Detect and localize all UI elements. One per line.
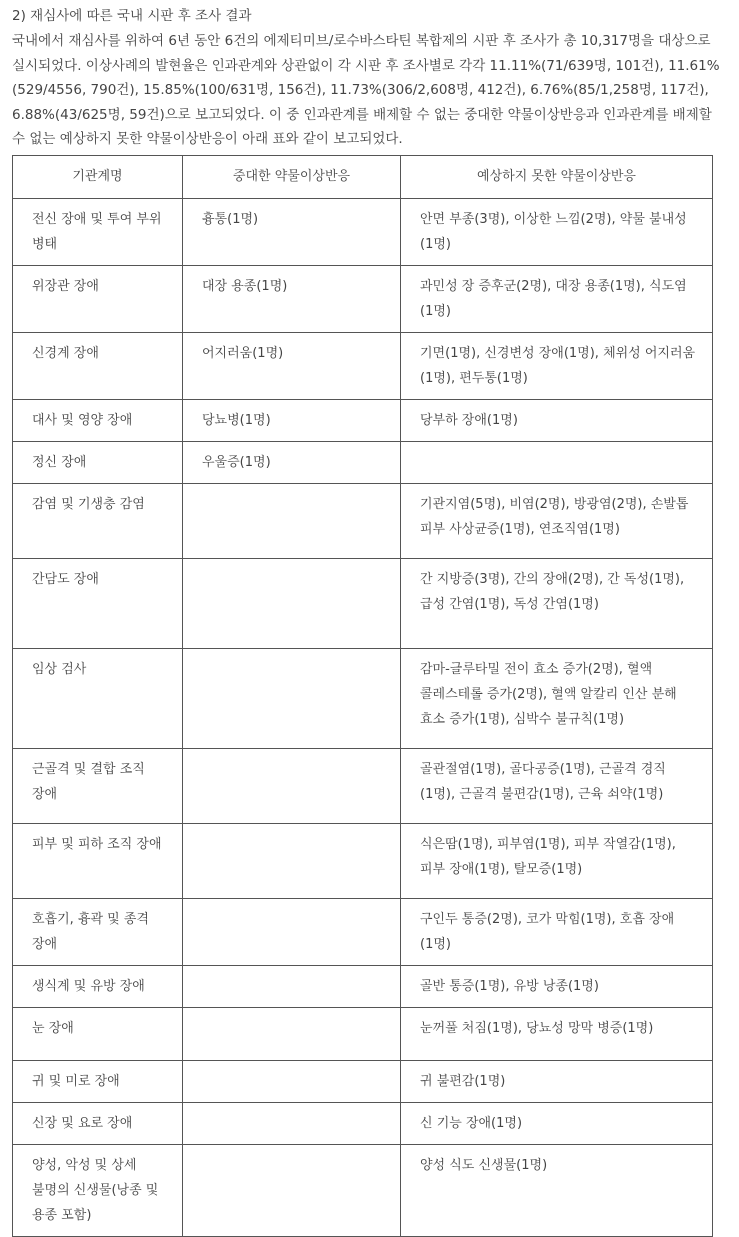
table-row — [13, 1144, 713, 1236]
header-organ-class: 기관계명 — [13, 155, 183, 198]
unexpected-adr-cell: 눈꺼풀 처짐(1명), 당뇨성 망막 병증(1명) — [401, 1007, 713, 1060]
organ-class-cell: 위장관 장애 — [13, 265, 183, 332]
unexpected-adr-cell: 과민성 장 증후군(2명), 대장 용종(1명), 식도염(1명) — [401, 265, 713, 332]
serious-adr-cell: 대장 용종(1명) — [183, 265, 401, 332]
table-row — [13, 399, 713, 441]
unexpected-adr-cell — [401, 441, 713, 483]
table-row — [13, 332, 713, 399]
unexpected-adr-cell: 간 지방증(3명), 간의 장애(2명), 간 독성(1명), 급성 간염(1명), 독성 간염(1명) — [401, 558, 713, 648]
unexpected-adr-cell: 안면 부종(3명), 이상한 느낌(2명), 약물 불내성(1명) — [401, 198, 713, 265]
serious-adr-cell — [183, 648, 401, 748]
organ-class-cell: 신경계 장애 — [13, 332, 183, 399]
organ-class-cell: 양성, 악성 및 상세 불명의 신생물(낭종 및 용종 포함) — [13, 1144, 183, 1236]
table-row — [13, 441, 713, 483]
unexpected-adr-cell: 기면(1명), 신경변성 장애(1명), 체위성 어지러움(1명), 편두통(1명) — [401, 332, 713, 399]
organ-class-cell: 정신 장애 — [13, 441, 183, 483]
organ-class-cell: 감염 및 기생충 감염 — [13, 483, 183, 558]
unexpected-adr-cell: 식은땀(1명), 피부염(1명), 피부 작열감(1명), 피부 장애(1명), 탈모증(1명) — [401, 823, 713, 898]
serious-adr-cell — [183, 1060, 401, 1102]
intro-paragraph: 국내에서 재심사를 위하여 6년 동안 6건의 에제티미브/로수바스타틴 복합제의 시판 후 조사가 총 10,317명을 대상으로 실시되었다. 이상사례의 발현율은 인과관계와 상관없이 각 시판 후 조사별로 각각 11.11%(71/639명, 101건), 11.61%(529/4556, 790건), 15.85%(100/631명, 156건), 11.73%(306/2,608명, 412건), 6.76%(85/1,258명, 117건), 6.88%(43/625명, 59건)으로 보고되었다. 이 중 인과관계를 배제할 수 없는 중대한 약물이상반응과 인과관계를 배제할 수 없는 예상하지 못한 약물이상반응이 아래 표와 같이 보고되었다. — [12, 33, 720, 147]
table-row — [13, 483, 713, 558]
table-row — [13, 265, 713, 332]
serious-adr-cell — [183, 1102, 401, 1144]
organ-class-cell: 근골격 및 결합 조직 장애 — [13, 748, 183, 823]
serious-adr-cell: 당뇨병(1명) — [183, 399, 401, 441]
table-row — [13, 823, 713, 898]
organ-class-cell: 피부 및 피하 조직 장애 — [13, 823, 183, 898]
organ-class-cell: 대사 및 영양 장애 — [13, 399, 183, 441]
organ-class-cell: 생식계 및 유방 장애 — [13, 965, 183, 1007]
serious-adr-cell — [183, 558, 401, 648]
section-title: 2) 재심사에 따른 국내 시판 후 조사 결과 — [12, 8, 252, 24]
unexpected-adr-cell: 골관절염(1명), 골다공증(1명), 근골격 경직(1명), 근골격 불편감(1명), 근육 쇠약(1명) — [401, 748, 713, 823]
unexpected-adr-cell: 기관지염(5명), 비염(2명), 방광염(2명), 손발톱 피부 사상균증(1명), 연조직염(1명) — [401, 483, 713, 558]
serious-adr-cell: 우울증(1명) — [183, 441, 401, 483]
table-row — [13, 1102, 713, 1144]
table-row — [13, 648, 713, 748]
organ-class-cell: 눈 장애 — [13, 1007, 183, 1060]
table-row — [13, 558, 713, 648]
organ-class-cell: 호흡기, 흉곽 및 종격 장애 — [13, 898, 183, 965]
serious-adr-cell — [183, 898, 401, 965]
table-row — [13, 748, 713, 823]
table-row — [13, 1007, 713, 1060]
serious-adr-cell — [183, 1144, 401, 1236]
serious-adr-cell: 어지러움(1명) — [183, 332, 401, 399]
table-row — [13, 965, 713, 1007]
unexpected-adr-cell: 구인두 통증(2명), 코가 막힘(1명), 호흡 장애(1명) — [401, 898, 713, 965]
unexpected-adr-cell: 신 기능 장애(1명) — [401, 1102, 713, 1144]
serious-adr-cell — [183, 748, 401, 823]
organ-class-cell: 임상 검사 — [13, 648, 183, 748]
adverse-reaction-table — [12, 155, 713, 1237]
unexpected-adr-cell: 귀 불편감(1명) — [401, 1060, 713, 1102]
serious-adr-cell — [183, 483, 401, 558]
header-serious-adr: 중대한 약물이상반응 — [183, 155, 401, 198]
organ-class-cell: 신장 및 요로 장애 — [13, 1102, 183, 1144]
serious-adr-cell — [183, 823, 401, 898]
table-header-row — [13, 155, 713, 198]
organ-class-cell: 간담도 장애 — [13, 558, 183, 648]
unexpected-adr-cell: 양성 식도 신생물(1명) — [401, 1144, 713, 1236]
header-unexpected-adr: 예상하지 못한 약물이상반응 — [401, 155, 713, 198]
serious-adr-cell — [183, 1007, 401, 1060]
serious-adr-cell — [183, 965, 401, 1007]
table-row — [13, 1060, 713, 1102]
unexpected-adr-cell: 감마-글루타밀 전이 효소 증가(2명), 혈액 콜레스테롤 증가(2명), 혈액 알칼리 인산 분해 효소 증가(1명), 심박수 불규칙(1명) — [401, 648, 713, 748]
serious-adr-cell: 흉통(1명) — [183, 198, 401, 265]
unexpected-adr-cell: 당부하 장애(1명) — [401, 399, 713, 441]
unexpected-adr-cell: 골반 통증(1명), 유방 낭종(1명) — [401, 965, 713, 1007]
table-row — [13, 898, 713, 965]
organ-class-cell: 귀 및 미로 장애 — [13, 1060, 183, 1102]
organ-class-cell: 전신 장애 및 투여 부위 병태 — [13, 198, 183, 265]
table-row — [13, 198, 713, 265]
